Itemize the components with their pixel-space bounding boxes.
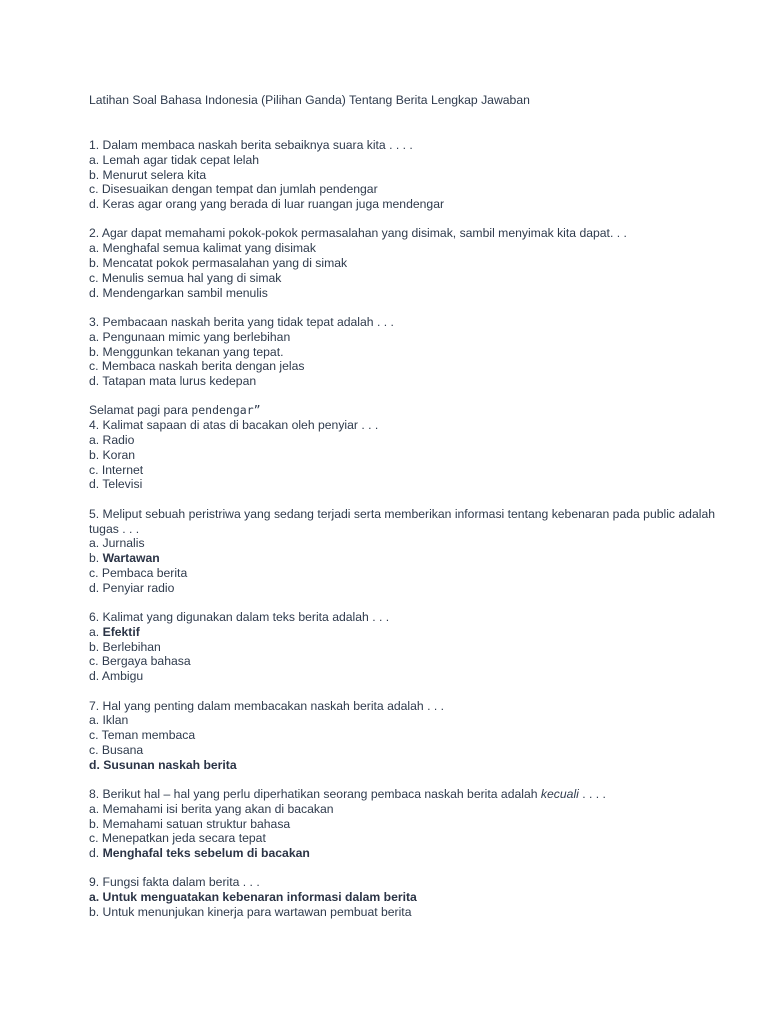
option-a-answer: a. Untuk menguatakan kebenaran informasi dalam berita — [89, 890, 417, 905]
answer-text: Wartawan — [102, 551, 160, 566]
greeting-end: pendengar” — [191, 403, 261, 418]
question-1 — [89, 138, 729, 212]
question-text: 2. Agar dapat memahami pokok-pokok permasalahan yang disimak, sambil menyimak kita dapat. . . — [89, 226, 627, 241]
document-title: Latihan Soal Bahasa Indonesia (Pilihan Ganda) Tentang Berita Lengkap Jawaban — [89, 93, 530, 107]
option-d — [89, 846, 729, 861]
option-a — [89, 625, 729, 640]
question-text: 5. Meliput sebuah peristriwa yang sedang terjadi serta memberikan informasi tentang kebenaran pada public adalah tugas . . . — [89, 506, 716, 536]
option-b: b. Mencatat pokok permasalahan yang di simak — [89, 256, 348, 271]
option-b: b. Koran — [89, 447, 136, 462]
option-c: c. Membaca naskah berita dengan jelas — [89, 359, 305, 374]
option-c: c. Menepatkan jeda secara tepat — [89, 831, 266, 846]
question-text: 7. Hal yang penting dalam membacakan naskah berita adalah . . . — [89, 698, 445, 713]
option-c: c. Disesuaikan dengan tempat dan jumlah pendengar — [89, 182, 378, 197]
greeting-start: Selamat pagi para — [89, 403, 192, 418]
option-b: b. Memahami satuan struktur bahasa — [89, 816, 291, 831]
option-b: b. Untuk menunjukan kinerja para wartawan pembuat berita — [89, 905, 412, 920]
question-text-start: 8. Berikut hal – hal yang perlu diperhatikan seorang pembaca naskah berita adalah — [89, 786, 541, 801]
option-d: d. Keras agar orang yang berada di luar ruangan juga mendengar — [89, 197, 445, 212]
question-4 — [89, 403, 729, 492]
option-d: d. Televisi — [89, 477, 143, 492]
option-c-first: c. Teman membaca — [89, 728, 196, 743]
option-c: c. Menulis semua hal yang di simak — [89, 270, 282, 285]
question-text-italic: kecuali — [540, 786, 579, 801]
option-a: a. Jurnalis — [89, 536, 145, 551]
option-a: a. Radio — [89, 433, 135, 448]
question-text: 9. Fungsi fakta dalam berita . . . — [89, 875, 260, 890]
question-7 — [89, 699, 729, 773]
option-b: b. Berlebihan — [89, 639, 161, 654]
option-d: d. Tatapan mata lurus kedepan — [89, 374, 257, 389]
question-text-end: . . . . — [578, 786, 606, 801]
answer-text: Efektif — [102, 624, 140, 639]
question-8 — [89, 787, 729, 861]
option-d: d. Penyiar radio — [89, 580, 175, 595]
option-a: a. Memahami isi berita yang akan di bacakan — [89, 801, 334, 816]
question-9 — [89, 875, 729, 919]
option-c: c. Internet — [89, 462, 144, 477]
question-text: 1. Dalam membaca naskah berita sebaiknya suara kita . . . . — [89, 138, 413, 152]
option-d: d. Mendengarkan sambil menulis — [89, 285, 268, 300]
option-d-answer: d. Susunan naskah berita — [89, 757, 237, 772]
option-b-prefix: b. — [89, 551, 103, 566]
option-c: c. Pembaca berita — [89, 565, 188, 580]
option-d: d. Ambigu — [89, 669, 144, 684]
option-a: a. Iklan — [89, 713, 129, 728]
question-6 — [89, 610, 729, 684]
question-3 — [89, 315, 729, 389]
option-a: a. Menghafal semua kalimat yang disimak — [89, 241, 316, 256]
option-a-prefix: a. — [89, 624, 103, 639]
question-2 — [89, 226, 729, 300]
quoted-greeting — [89, 403, 729, 418]
option-b: b. Menggunkan tekanan yang tepat. — [89, 344, 284, 359]
question-text: 4. Kalimat sapaan di atas di bacakan oleh penyiar . . . — [89, 418, 379, 433]
option-c-second: c. Busana — [89, 742, 144, 757]
option-b: b. Menurut selera kita — [89, 167, 207, 182]
answer-text: Menghafal teks sebelum di bacakan — [102, 846, 310, 861]
option-d-prefix: d. — [89, 846, 103, 861]
option-a: a. Pengunaan mimic yang berlebihan — [89, 329, 291, 344]
question-5 — [89, 507, 729, 596]
question-text: 6. Kalimat yang digunakan dalam teks berita adalah . . . — [89, 610, 390, 625]
question-text — [89, 787, 729, 802]
option-c: c. Bergaya bahasa — [89, 654, 191, 669]
document-page — [89, 93, 729, 934]
option-a: a. Lemah agar tidak cepat lelah — [89, 152, 260, 167]
option-b — [89, 551, 729, 566]
question-text: 3. Pembacaan naskah berita yang tidak tepat adalah . . . — [89, 314, 394, 329]
